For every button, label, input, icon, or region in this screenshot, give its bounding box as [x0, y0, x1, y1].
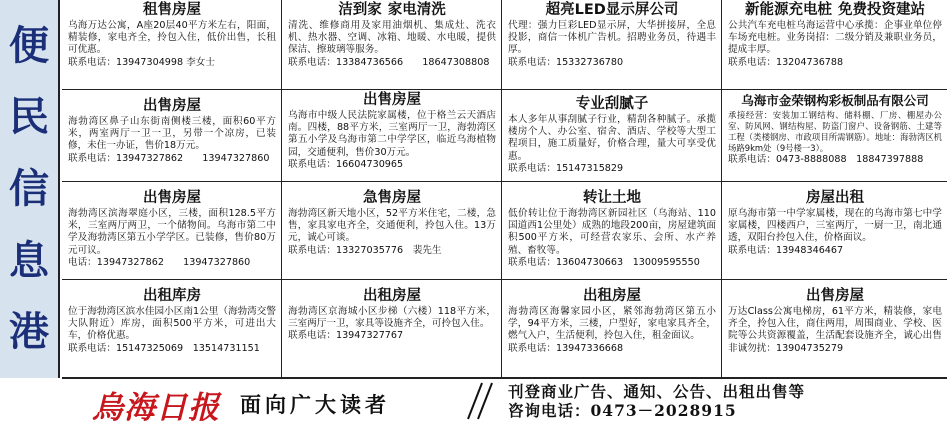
ad-cell: [282, 90, 502, 182]
ad-title: 出租库房: [143, 288, 201, 304]
ad-body: 公共汽车充电桩乌海运营中心承揽：企事业单位停车场充电桩。业务岗招：二级分销及兼职业务员，提成丰厚。: [728, 20, 942, 56]
ad-contact: 联系电话：16604730965: [288, 158, 404, 170]
ad-title: [728, 2, 942, 19]
ad-body: 原乌海市第一中学家属楼，现在的乌海市第七中学家属楼，四楼西户，三室两厅，一厨一卫，南北通透，双阳台拎包入住，价格面议。: [728, 208, 942, 244]
ad-contact: 联系电话：13327035776 裴先生: [288, 244, 442, 256]
ad-cell: [62, 0, 282, 90]
footer-banner: [62, 378, 947, 422]
ad-body: 万达Class公寓电梯房，61平方米，精装修，家电齐全，拎包入住，商住两用，周围商业、学校、医院等公共资源覆盖，生活配套设施齐全，诚心出售非诚勿扰：13904735279: [728, 306, 942, 354]
ad-cell: [62, 280, 282, 378]
footer-services: 刊登商业广告、通知、公告、出租出售等: [508, 382, 806, 401]
sidebar-char: 民: [9, 93, 49, 141]
ad-cell: [62, 90, 282, 182]
ad-cell: [722, 280, 947, 378]
ad-body: 清洗、维修商用及家用油烟机、集成灶、洗衣机、热水器、空调、冰箱、地暖、水电暖，提供保洁、擦玻璃等服务。: [288, 20, 496, 56]
ad-body: 承接经营：安装加工钢结构、储料棚、厂房、棚屋办公室、防风网、钢结构屋、防盗门窗户、设备钢筋、土建等工程（类楼钢房、市政项目所需钢筋）。地址：海勃湾区机场路9km处（9号楼一3）。: [728, 110, 942, 153]
newspaper-logo: 烏海日报: [92, 390, 220, 422]
ad-title: 转让土地: [583, 190, 641, 206]
ad-cell: [722, 0, 947, 90]
ad-body: 本人多年从事刮腻子行业，精刮各种腻子。承揽楼房个人、办公室、宿舍、酒店、学校等大型工程项目，施工质量好，价格合理，量大可享受优惠。: [508, 114, 716, 162]
sidebar-char: 信: [9, 164, 49, 212]
ad-title: [288, 2, 496, 19]
footer-slogan: 面向广大读者: [240, 392, 390, 417]
ad-body: 位于海勃湾区滨水佳园小区南1公里（海勃湾交警大队附近）库房，面积500平方米，可进出大车，价格优惠。: [68, 306, 276, 342]
ad-contact: 联系电话：15147325069 13514731151: [68, 342, 260, 354]
footer-phone: 咨询电话：0473－2028915: [508, 401, 737, 420]
ad-title: 乌海市金荣钢构彩板制品有限公司: [741, 93, 929, 108]
ad-cell: [502, 280, 722, 378]
sidebar-char: 便: [9, 21, 49, 69]
ad-title: 出售房屋: [806, 288, 864, 304]
ad-title: 超亮LED显示屏公司: [545, 2, 679, 18]
ad-cell: [502, 90, 722, 182]
ad-contact: 联系电话：15147315829: [508, 162, 624, 174]
ad-title: 出售房屋: [143, 190, 201, 206]
ad-contact: 联系电话：13947327862 13947327860: [68, 152, 270, 164]
ad-body: 低价转让位于海勃湾区新园社区（乌海站、110国道西1公里处）成熟的地段200亩，房屋建筑面积500平方米，可经营农家乐、会所、水产养殖、畜牧等。: [508, 208, 716, 256]
ad-title: 出租房屋: [363, 288, 421, 304]
ad-title: 出售房屋: [363, 92, 421, 108]
ad-cell: [722, 90, 947, 182]
ad-contact: 联系电话：13604730663 13009595550: [508, 256, 700, 268]
ad-body: 海勃湾区新天地小区，52平方米住宅，二楼，急售，家具家电齐全，交通便利，拎包入住。13万元，诚心可谈。: [288, 208, 496, 244]
ad-title: 出租房屋: [583, 288, 641, 304]
ad-body: 乌海市中级人民法院家属楼，位于格兰云天酒店南。四楼，88平方米，三室两厅一卫，海勃湾区第五小学及乌海市第二中学学区，临近乌海植物园，交通便利，售价30万元。: [288, 110, 496, 158]
ad-cell: [502, 182, 722, 280]
ad-contact: 联系电话：13384736566 18647308808: [288, 56, 490, 68]
ad-title-main: 新能源充电桩: [745, 2, 832, 18]
footer-ad-info: [508, 382, 805, 420]
ad-body: 乌海万达公寓，A座20层40平方米左右，阳面，精装修，家电齐全，拎包入住，低价出售，长租可优惠。: [68, 20, 276, 56]
ad-title: 急售房屋: [363, 190, 421, 206]
sidebar-char: 港: [9, 308, 49, 356]
ad-contact: 联系电话：13947304998 李女士: [68, 56, 215, 68]
ad-cell: [282, 280, 502, 378]
double-slash-divider: [460, 381, 500, 421]
ad-title-main: 洁到家: [338, 2, 382, 18]
ad-contact: 电话：13947327862 13947327860: [68, 256, 251, 268]
ad-contact: 联系电话：13204736788: [728, 56, 844, 68]
ad-title-sub: 家电清洗: [387, 2, 446, 18]
ad-title: 出售房屋: [143, 98, 201, 114]
ad-title-sub: 免费投资建站: [838, 2, 925, 18]
sidebar-banner: [0, 0, 60, 378]
ad-contact: 联系电话：13947336668: [508, 342, 624, 354]
ad-cell: [502, 0, 722, 90]
ad-cell: [722, 182, 947, 280]
ad-body: 海勃湾区海馨家园小区，紧邻海勃湾区第五小学，94平方米，三楼，户型好，家电家具齐全，燃气入户，生活便利，拎包入住，租金面议。: [508, 306, 716, 342]
ad-cell: [282, 0, 502, 90]
ad-title: 专业刮腻子: [575, 96, 649, 112]
ad-contact: 联系电话：13947327767: [288, 330, 404, 342]
ad-cell: [282, 182, 502, 280]
ad-body: 海勃湾区京海城小区步梯（六楼）118平方米，三室两厅一卫，家具等设施齐全，可拎包入住。: [288, 306, 496, 330]
classified-ads-grid: [62, 0, 947, 378]
ad-title: 房屋出租: [806, 190, 864, 206]
ad-body: 代理：强力巨彩LED显示屏，大华拼接屏，全息投影，商信一体机广告机。招聘业务员，待遇丰厚。: [508, 20, 716, 56]
sidebar-char: 息: [9, 236, 49, 284]
ad-title: 租售房屋: [143, 2, 201, 18]
ad-contact: 联系电话：13948346467: [728, 244, 844, 256]
ad-contact: 联系电话：0473-8888088 18847397888: [728, 154, 924, 165]
ad-contact: 联系电话：15332736780: [508, 56, 624, 68]
ad-body: 海勃湾区滨海翠庭小区，三楼，面积128.5平方米，三室两厅两卫，一个储物间。乌海市第二中学及海勃湾区第五小学学区。已装修，售价80万元可议。: [68, 208, 276, 256]
ad-body: 海勃湾区鼻子山东街南侧楼三楼，面积60平方米，两室两厅一卫一卫，另带一个凉房，已装修，未住一办证，售价18万元。: [68, 116, 276, 152]
ad-cell: [62, 182, 282, 280]
